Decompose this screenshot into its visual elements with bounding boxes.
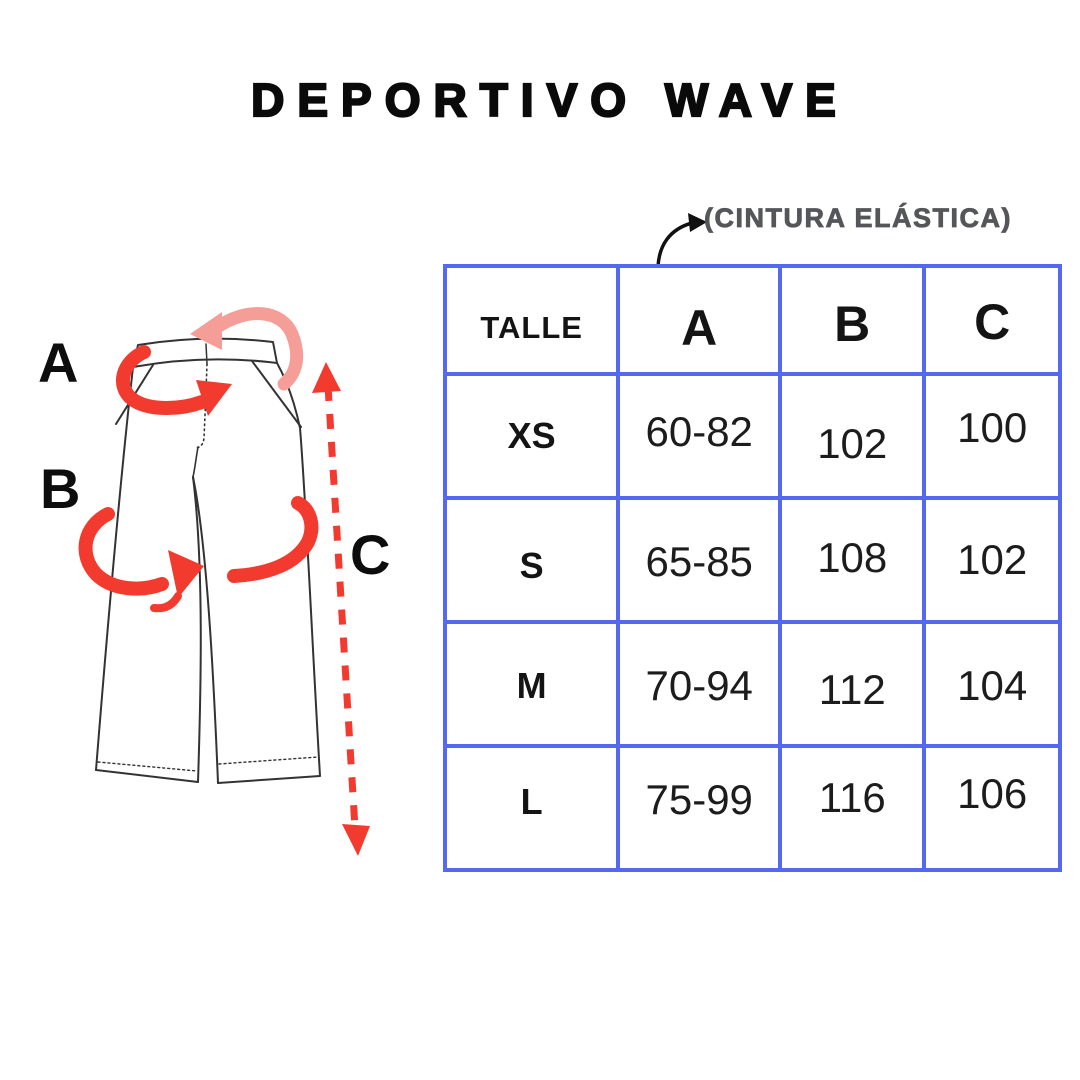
diagram-label-b: B [40,457,81,520]
value-cell-xs-a: 60-82 [620,376,778,496]
value-cell-s-b: 108 [782,500,922,620]
col-header-talle: TALLE [447,268,616,372]
value-cell-m-c: 104 [926,624,1058,744]
length-measure-arrow-icon [312,362,370,856]
value-cell-l-a: 75-99 [620,748,778,868]
page-title: DEPORTIVO WAVE [251,74,849,126]
size-cell-xs: XS [447,376,616,496]
elastic-waist-note: (CINTURA ELÁSTICA) [704,203,1012,233]
size-cell-s: S [447,500,616,620]
value-cell-l-c: 106 [926,748,1058,868]
col-header-a: A [620,268,778,372]
value-cell-m-b: 112 [782,624,922,744]
pants-diagram [20,300,440,880]
diagram-label-a: A [38,331,79,394]
size-cell-m: M [447,624,616,744]
col-header-b: B [782,268,922,372]
diagram-label-c: C [350,523,391,586]
value-cell-s-c: 102 [926,500,1058,620]
value-cell-l-b: 116 [782,748,922,868]
size-table [443,264,1062,872]
value-cell-m-a: 70-94 [620,624,778,744]
value-cell-xs-b: 102 [782,376,922,496]
value-cell-s-a: 65-85 [620,500,778,620]
size-cell-l: L [447,748,616,868]
value-cell-xs-c: 100 [926,376,1058,496]
col-header-c: C [926,268,1058,372]
